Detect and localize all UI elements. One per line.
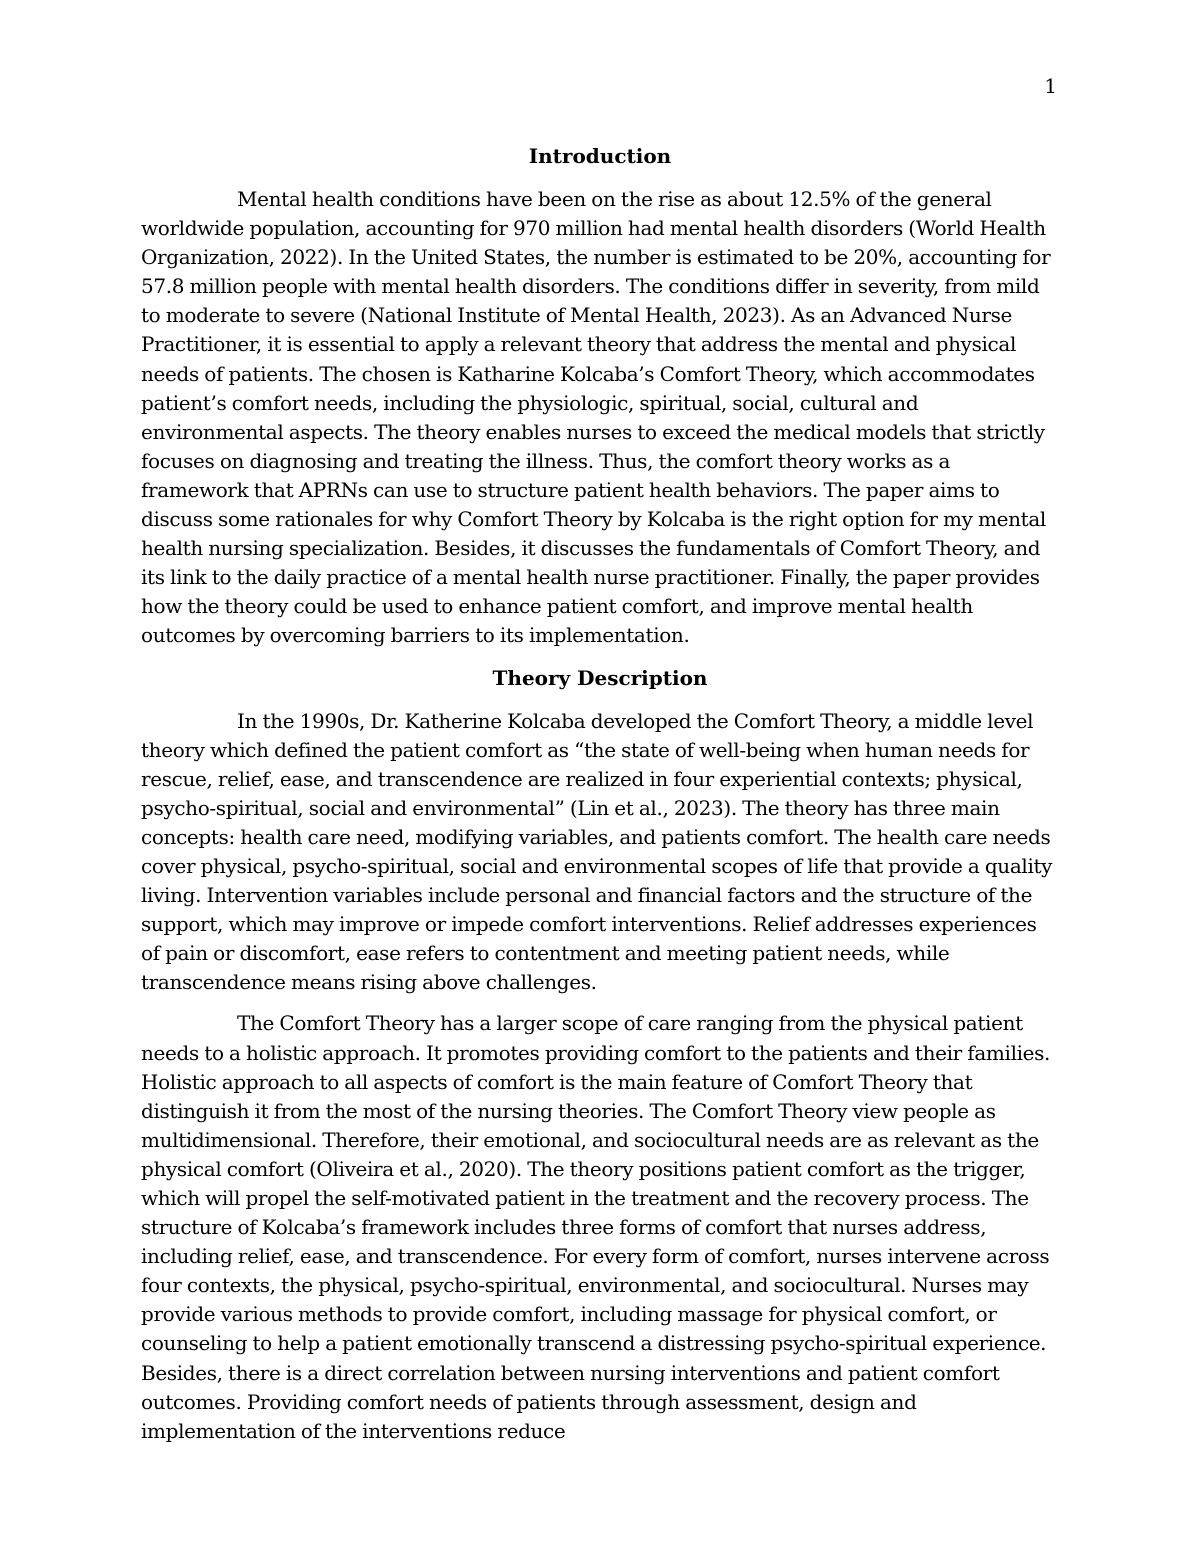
document-body xyxy=(141,141,1059,1458)
page-number: 1 xyxy=(1044,74,1057,98)
introduction-paragraph: Mental health conditions have been on the rise as about 12.5% of the general worldwide population, accounting for 970 million had mental health disorders (World Health Organization, 2022). In the United States, the number is estimated to be 20%, accounting for 57.8 million people with mental health disorders. The conditions differ in severity, from mild to moderate to severe (National Institute of Mental Health, 2023). As an Advanced Nurse Practitioner, it is essential to apply a relevant theory that address the mental and physical needs of patients. The chosen is Katharine Kolcaba’s Comfort Theory, which accommodates patient’s comfort needs, including the physiologic, spiritual, social, cultural and environmental aspects. The theory enables nurses to exceed the medical models that strictly focuses on diagnosing and treating the illness. Thus, the comfort theory works as a framework that APRNs can use to structure patient health behaviors. The paper aims to discuss some rationales for why Comfort Theory by Kolcaba is the right option for my mental health nursing specialization. Besides, it discusses the fundamentals of Comfort Theory, and its link to the daily practice of a mental health nurse practitioner. Finally, the paper provides how the theory could be used to enhance patient comfort, and improve mental health outcomes by overcoming barriers to its implementation. xyxy=(141,187,1051,648)
section-heading-theory-description: Theory Description xyxy=(492,665,708,690)
theory-description-paragraph-2: The Comfort Theory has a larger scope of care ranging from the physical patient needs to a holistic approach. It promotes providing comfort to the patients and their families. Holistic approach to all aspects of comfort is the main feature of Comfort Theory that distinguish it from the most of the nursing theories. The Comfort Theory view people as multidimensional. Therefore, their emotional, and sociocultural needs are as relevant as the physical comfort (Oliveira et al., 2020). The theory positions patient comfort as the trigger, which will propel the self-motivated patient in the treatment and the recovery process. The structure of Kolcaba’s framework includes three forms of comfort that nurses address, including relief, ease, and transcendence. For every form of comfort, nurses intervene across four contexts, the physical, psycho-spiritual, environmental, and sociocultural. Nurses may provide various methods to provide comfort, including massage for physical comfort, or counseling to help a patient emotionally transcend a distressing psycho-spiritual experience. Besides, there is a direct correlation between nursing interventions and patient comfort outcomes. Providing comfort needs of patients through assessment, design and implementation of the interventions reduce xyxy=(141,1011,1051,1443)
section-heading-introduction: Introduction xyxy=(528,144,672,168)
theory-description-paragraph-1: In the 1990s, Dr. Katherine Kolcaba developed the Comfort Theory, a middle level theory which defined the patient comfort as “the state of well-being when human needs for rescue, relief, ease, and transcendence are realized in four experiential contexts; physical, psycho-spiritual, social and environmental” (Lin et al., 2023). The theory has three main concepts: health care need, modifying variables, and patients comfort. The health care needs cover physical, psycho-spiritual, social and environmental scopes of life that provide a quality living. Intervention variables include personal and financial factors and the structure of the support, which may improve or impede comfort interventions. Relief addresses experiences of pain or discomfort, ease refers to contentment and meeting patient needs, while transcendence means rising above challenges. xyxy=(141,708,1053,995)
